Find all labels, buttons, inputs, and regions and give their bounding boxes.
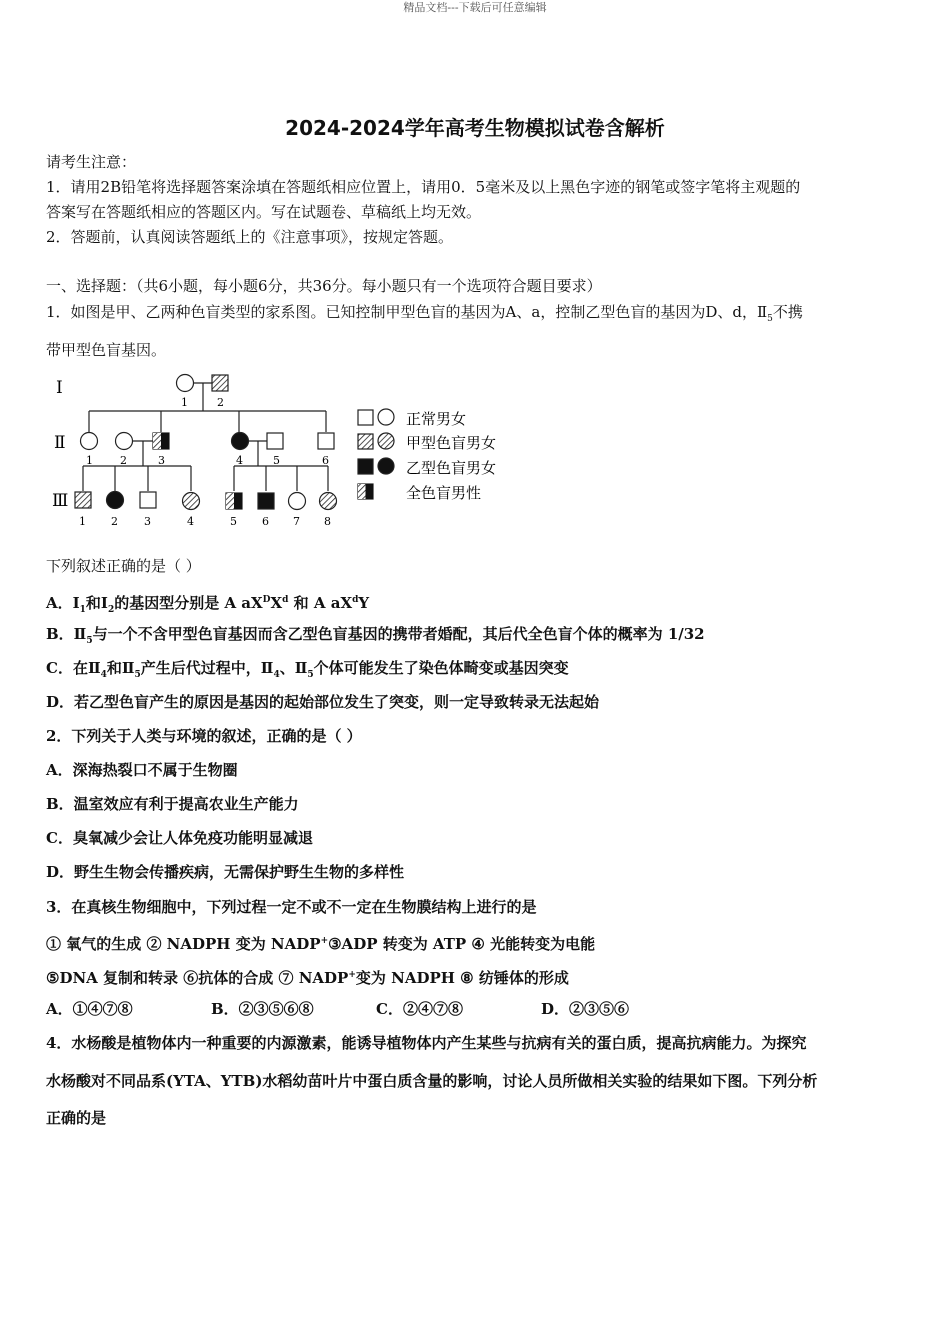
q3-option-c: C．②④⑦⑧ bbox=[376, 1000, 463, 1018]
pedigree-male-normal bbox=[140, 492, 156, 508]
legend-type-a: 甲型色盲男女 bbox=[406, 434, 497, 452]
id-label: 1 bbox=[181, 396, 188, 409]
id-label: 4 bbox=[236, 454, 243, 467]
q1-stem-line2: 带甲型色盲基因。 bbox=[46, 341, 167, 359]
q3-option-d: D．②③⑤⑥ bbox=[541, 1000, 630, 1018]
gen-label-3: Ⅲ bbox=[52, 491, 69, 511]
id-label: 2 bbox=[120, 454, 127, 467]
pedigree-legend bbox=[358, 409, 496, 502]
legend-total: 全色盲男性 bbox=[406, 484, 482, 502]
q2-option-a: A．深海热裂口不属于生物圈 bbox=[46, 761, 238, 779]
id-label: 3 bbox=[158, 454, 165, 467]
pedigree-female-normal bbox=[289, 493, 306, 510]
id-label: 6 bbox=[322, 454, 329, 467]
pedigree-female-type-b bbox=[107, 492, 124, 509]
q4-stem-line2: 水杨酸对不同品系(YTA、YTB)水稻幼苗叶片中蛋白质含量的影响，讨论人员所做相关实验的结果如下图。下列分析 bbox=[46, 1072, 818, 1090]
section-heading: 一、选择题：（共6小题，每小题6分，共36分。每小题只有一个选项符合题目要求） bbox=[46, 277, 602, 295]
q4-stem-line3: 正确的是 bbox=[46, 1109, 107, 1127]
q3-option-a: A．①④⑦⑧ bbox=[46, 1000, 133, 1018]
notice-item-1b: 答案写在答题纸相应的答题区内。写在试题卷、草稿纸上均无效。 bbox=[46, 203, 482, 221]
id-label: 5 bbox=[273, 454, 280, 467]
pedigree-female-type-a bbox=[183, 493, 200, 510]
id-label: 8 bbox=[324, 515, 331, 528]
q3-items-line2: ⑤DNA 复制和转录 ⑥抗体的合成 ⑦ NADP+变为 NADPH ⑧ 纺锤体的形成 bbox=[46, 969, 569, 987]
id-label: 3 bbox=[144, 515, 151, 528]
q1-option-c: C．在$Ⅱ_4$和$Ⅱ_5$产生后代过程中，$Ⅱ_4$、$Ⅱ_5$个体可能发生了染色体畸变或基因突变 bbox=[46, 659, 569, 680]
legend-type-b: 乙型色盲男女 bbox=[406, 459, 497, 477]
pedigree-male-normal bbox=[267, 433, 283, 449]
q1-option-b: B．$Ⅱ_5$与一个不含甲型色盲基因而含乙型色盲基因的携带者婚配，其后代全色盲个体的概率为 1/32 bbox=[46, 625, 705, 646]
pedigree-female-type-b bbox=[232, 433, 249, 450]
q3-option-b: B．②③⑤⑥⑧ bbox=[211, 1000, 314, 1018]
gen-label-2: Ⅱ bbox=[54, 433, 66, 453]
page-title: 2024-2024学年高考生物模拟试卷含解析 bbox=[285, 116, 665, 140]
pedigree-male-type-a bbox=[212, 375, 228, 391]
pedigree-figure bbox=[46, 368, 526, 536]
gen-label-1: Ⅰ bbox=[56, 378, 63, 398]
q3-options bbox=[46, 999, 629, 1019]
notice-item-2: 2．答题前，认真阅读答题纸上的《注意事项》，按规定答题。 bbox=[46, 228, 454, 246]
q2-option-b: B．温室效应有利于提高农业生产能力 bbox=[46, 795, 299, 813]
pedigree-male-type-b bbox=[258, 493, 274, 509]
pedigree-female-normal bbox=[177, 375, 194, 392]
notice-item-1a: 1．请用2B铅笔将选择题答案涂填在答题纸相应位置上，请用0．5毫米及以上黑色字迹的钢笔或签字笔将主观题的 bbox=[46, 178, 801, 196]
q3-stem: 3．在真核生物细胞中，下列过程一定不或不一定在生物膜结构上进行的是 bbox=[46, 898, 537, 916]
pedigree-female-normal bbox=[81, 433, 98, 450]
q2-stem: 2．下列关于人类与环境的叙述，正确的是（ ） bbox=[46, 727, 362, 745]
q4-stem-line1: 4．水杨酸是植物体内一种重要的内源激素，能诱导植物体内产生某些与抗病有关的蛋白质，提高抗病能力。为探究 bbox=[46, 1034, 807, 1052]
pedigree-female-type-a bbox=[320, 493, 337, 510]
id-label: 5 bbox=[230, 515, 237, 528]
pedigree-male-type-a bbox=[75, 492, 91, 508]
notice-heading: 请考生注意： bbox=[46, 153, 137, 171]
pedigree-male-normal bbox=[318, 433, 334, 449]
legend-normal: 正常男女 bbox=[406, 410, 467, 428]
q2-option-d: D．野生生物会传播疾病，无需保护野生生物的多样性 bbox=[46, 863, 405, 881]
id-label: 6 bbox=[262, 515, 269, 528]
q1-prompt: 下列叙述正确的是（ ） bbox=[46, 557, 201, 575]
page-header: 精品文档---下载后可任意编辑 bbox=[403, 1, 547, 14]
id-label: 1 bbox=[79, 515, 86, 528]
id-label: 7 bbox=[293, 515, 300, 528]
id-label: 2 bbox=[217, 396, 224, 409]
q3-items-line1: ① 氧气的生成 ② NADPH 变为 NADP+③ADP 转变为 ATP ④ 光能转变为电能 bbox=[46, 935, 596, 953]
q2-option-c: C．臭氧减少会让人体免疫功能明显减退 bbox=[46, 829, 313, 847]
id-label: 1 bbox=[86, 454, 93, 467]
pedigree-female-normal bbox=[116, 433, 133, 450]
q1-stem-line1: 1．如图是甲、乙两种色盲类型的家系图。已知控制甲型色盲的基因为A、a，控制乙型色盲的基因为D、d，$Ⅱ_5$不携 bbox=[46, 303, 803, 324]
q1-option-d: D．若乙型色盲产生的原因是基因的起始部位发生了突变，则一定导致转录无法起始 bbox=[46, 693, 600, 711]
q1-option-a: A．$Ⅰ_1$和$Ⅰ_2$的基因型分别是 A $aX^DX^d$ 和 A $aX^dY$ bbox=[46, 594, 370, 615]
id-label: 4 bbox=[187, 515, 194, 528]
id-label: 2 bbox=[111, 515, 118, 528]
